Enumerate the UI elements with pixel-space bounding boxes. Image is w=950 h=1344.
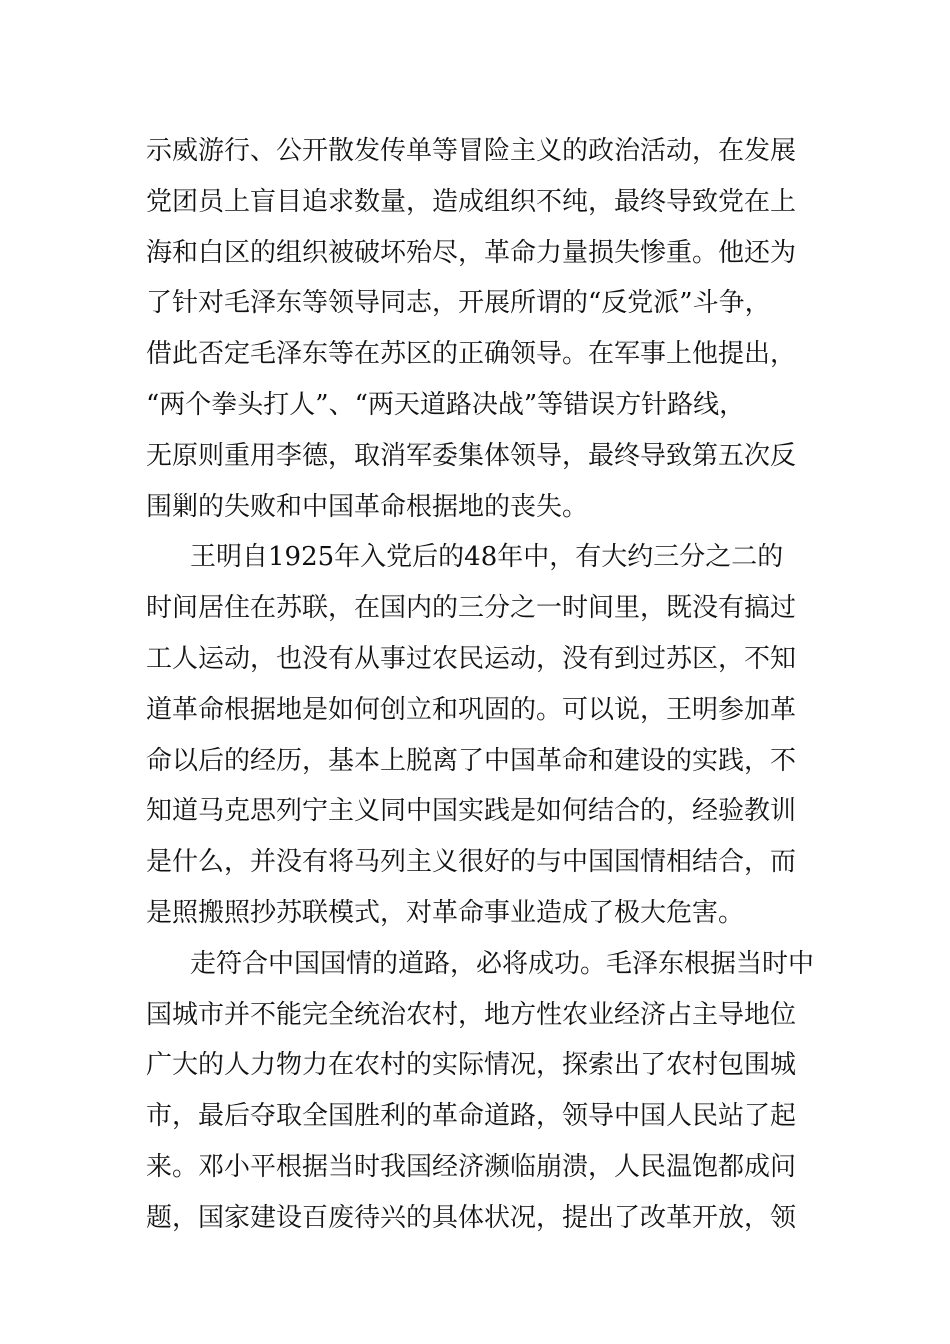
text-line: 是什么，并没有将马列主义很好的与中国国情相结合，而: [146, 847, 797, 878]
text-line: 借此否定毛泽东等在苏区的正确领导。在军事上他提出，: [146, 339, 797, 370]
text-line: “两个拳头打人”、“两天道路决战”等错误方针路线，: [146, 389, 746, 420]
text-line: 国城市并不能完全统治农村，地方性农业经济占主导地位: [146, 999, 797, 1030]
text-line: 命以后的经历，基本上脱离了中国革命和建设的实践，不: [146, 745, 797, 776]
text-line: 广大的人力物力在农村的实际情况，探索出了农村包围城: [146, 1050, 797, 1081]
text-line: 围剿的失败和中国革命根据地的丧失。: [146, 491, 589, 522]
text-line: 来。邓小平根据当时我国经济濒临崩溃，人民温饱都成问: [146, 1151, 797, 1182]
text-line: 题，国家建设百废待兴的具体状况，提出了改革开放，领: [146, 1202, 797, 1233]
text-line: 时间居住在苏联，在国内的三分之一时间里，既没有搞过: [146, 593, 797, 624]
text-line: 党团员上盲目追求数量，造成组织不纯，最终导致党在上: [146, 186, 797, 217]
text-line: 示威游行、公开散发传单等冒险主义的政治活动，在发展: [146, 136, 797, 166]
paragraph-start-line: 走符合中国国情的道路，必将成功。毛泽东根据当时中: [190, 948, 815, 979]
paragraph-start-line: 王明自1925年入党后的48年中，有大约三分之二的: [190, 542, 784, 573]
text-line: 是照搬照抄苏联模式，对革命事业造成了极大危害。: [146, 897, 745, 928]
text-line: 知道马克思列宁主义同中国实践是如何结合的，经验教训: [146, 796, 797, 827]
text-line: 市，最后夺取全国胜利的革命道路，领导中国人民站了起: [146, 1101, 797, 1132]
text-line: 了针对毛泽东等领导同志，开展所谓的“反党派”斗争，: [146, 288, 771, 319]
body-text: [146, 126, 815, 1244]
text-line: 工人运动，也没有从事过农民运动，没有到过苏区，不知: [146, 643, 797, 674]
text-line: 无原则重用李德，取消军委集体领导，最终导致第五次反: [146, 440, 797, 471]
text-line: 海和白区的组织被破坏殆尽，革命力量损失惨重。他还为: [146, 237, 797, 268]
text-line: 道革命根据地是如何创立和巩固的。可以说，王明参加革: [146, 694, 797, 725]
